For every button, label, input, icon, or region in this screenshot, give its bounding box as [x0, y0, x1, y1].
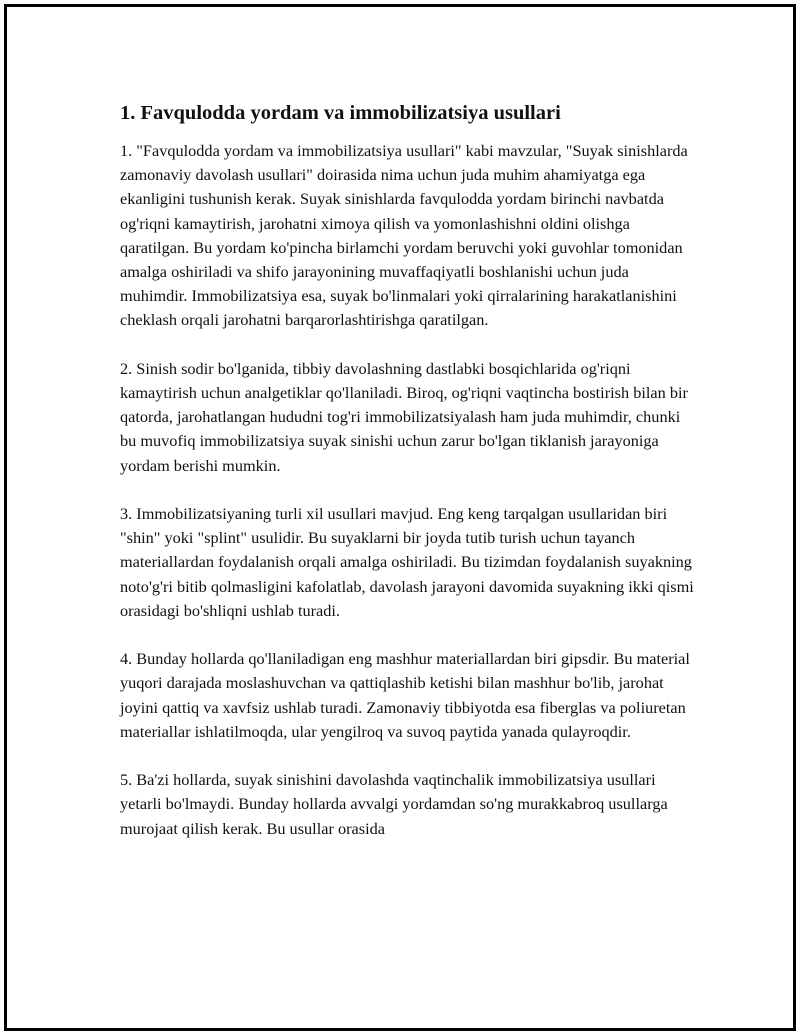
document-title: 1. Favqulodda yordam va immobilizatsiya usullari: [120, 102, 561, 124]
paragraph-2: 2. Sinish sodir bo'lganida, tibbiy davolashning dastlabki bosqichlarida og'riqni kamaytirish uchun analgetiklar qo'llaniladi. Biroq, og'riqni vaqtincha bostirish bilan bir qatorda, jarohatlangan hududni tog'ri immobilizatsiyalash ham juda muhimdir, chunki bu muvofiq immobilizatsiya suyak sinishi uchun zarur bo'lgan tiklanish jarayoniga yordam berishi mumkin.: [120, 358, 688, 475]
paragraph-4: 4. Bunday hollarda qo'llaniladigan eng mashhur materiallardan biri gipsdir. Bu material yuqori darajada moslashuvchan va qattiqlashib ketishi bilan mashhur bo'lib, jarohat joyini qattiq va xavfsiz ushlab turadi. Zamonaviy tibbiyotda esa fiberglas va poliuretan materiallar ishlatilmoqda, ular yengilroq va suvoq paytida yanada qulayroqdir.: [120, 649, 690, 741]
paragraph-3: 3. Immobilizatsiyaning turli xil usullari mavjud. Eng keng tarqalgan usullaridan biri "shin" yoki "splint" usulidir. Bu suyaklarni bir joyda tutib turish uchun tayanch materiallardan foydalanish orqali amalga oshiriladi. Bu tizimdan foydalanish suyakning noto'g'ri bitib qolmasligini kafolatlab, davolash jarayoni davomida suyakning ikki qismi orasidagi bo'shliqni ushlab turadi.: [120, 504, 694, 620]
paragraph-1: 1. "Favqulodda yordam va immobilizatsiya usullari" kabi mavzular, "Suyak sinishlarda zamonaviy davolash usullari" doirasida nima uchun juda muhim ahamiyatga ega ekanligini tushunish kerak. Suyak sinishlarda favqulodda yordam birinchi navbatda og'riqni kamaytirish, jarohatni ximoya qilish va yomonlashishni oldini olishga qaratilgan. Bu yordam ko'pincha birlamchi yordam beruvchi yoki guvohlar tomonidan amalga oshiriladi va shifo jarayonining muvaffaqiyatli boshlanishi uchun juda muhimdir. Immobilizatsiya esa, suyak bo'linmalari yoki qirralarining harakatlanishini cheklash orqali jarohatni barqarorlashtirishga qaratilgan.: [120, 141, 688, 330]
paragraph-5: 5. Ba'zi hollarda, suyak sinishini davolashda vaqtinchalik immobilizatsiya usullari yetarli bo'lmaydi. Bunday hollarda avvalgi yordamdan so'ng murakkabroq usullarga murojaat qilish kerak. Bu usullar orasida: [120, 770, 668, 838]
document-body: [120, 99, 700, 865]
page-frame: [4, 4, 796, 1031]
